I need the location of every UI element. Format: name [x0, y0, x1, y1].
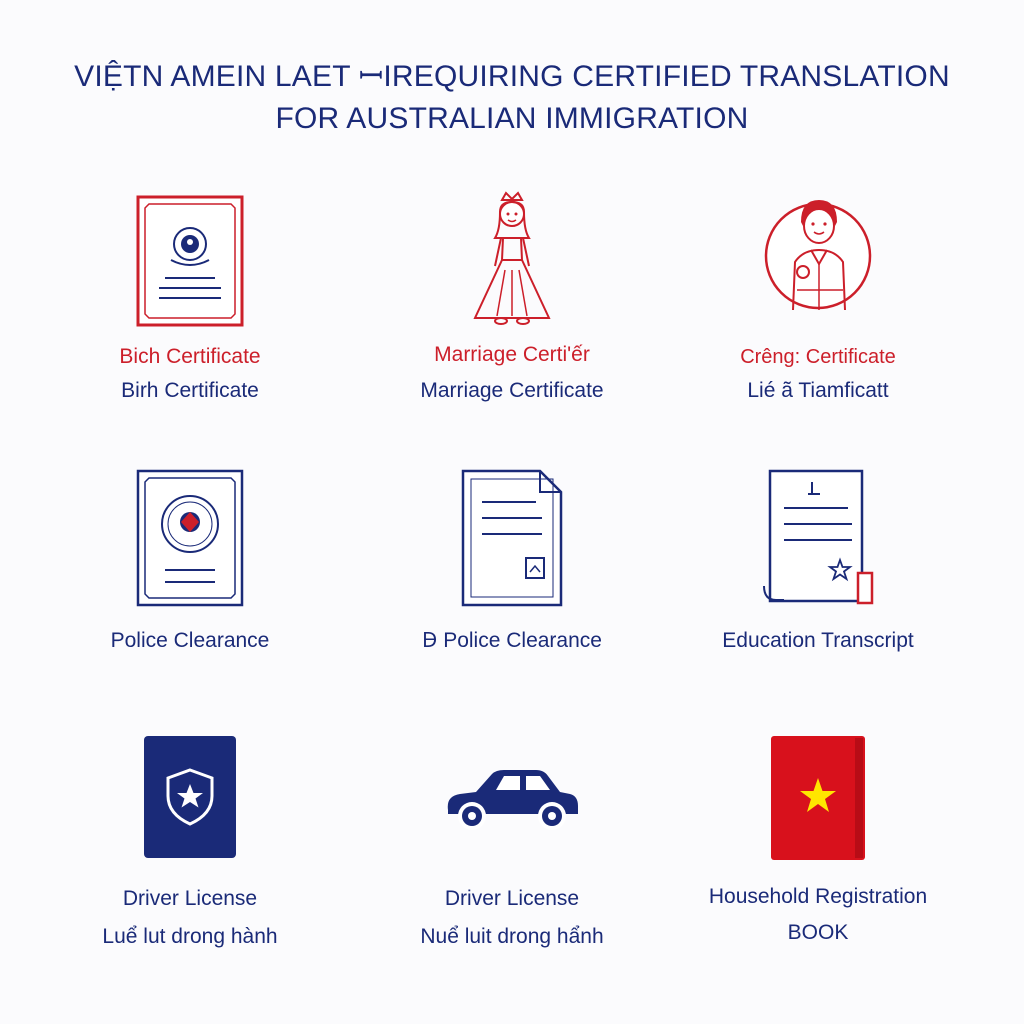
- birth-certificate-icon: [40, 194, 340, 328]
- document-label-text: Police Clearance: [443, 629, 602, 652]
- transcript-icon: [668, 468, 968, 608]
- document-label: Driver License: [444, 887, 580, 910]
- document-page-icon: [362, 468, 662, 608]
- document-label: Education Transcript: [722, 629, 914, 652]
- document-item-birth-certificate: [40, 190, 340, 420]
- document-sublabel: Luể lut drong hành: [102, 925, 278, 948]
- document-label: Marriage Certificate: [420, 379, 604, 402]
- document-item-police-clearance-2: [362, 468, 662, 668]
- document-label: [362, 628, 662, 654]
- document-item-driver-license-2: [362, 734, 662, 964]
- document-label-red: Bich Certificate: [119, 345, 261, 368]
- shield-star-card-icon: [40, 734, 340, 860]
- document-item-marriage-certificate: [362, 190, 662, 420]
- vietnam-flag-book-icon: [668, 734, 968, 862]
- page-title: [0, 56, 1024, 140]
- document-label: Police Clearance: [110, 629, 270, 652]
- document-label-red: Marriage Certi'ếr: [434, 343, 590, 366]
- bride-icon: [362, 190, 662, 328]
- police-clearance-certificate-icon: [40, 468, 340, 608]
- document-label: Driver License: [122, 887, 258, 910]
- document-item-person-certificate: [668, 190, 968, 420]
- document-item-driver-license: [40, 734, 340, 964]
- person-portrait-icon: [668, 192, 968, 326]
- title-line-2: FOR AUSTRALIAN IMMIGRATION: [275, 102, 749, 135]
- document-sublabel: BOOK: [787, 921, 849, 944]
- document-label: Lié ã Tiamficatt: [747, 379, 889, 402]
- document-label: Household Registration: [708, 885, 928, 908]
- document-item-police-clearance: [40, 468, 340, 668]
- label-prefix-glyph: Ꟈ: [422, 629, 438, 652]
- document-item-education-transcript: [668, 468, 968, 668]
- car-icon: [362, 764, 662, 834]
- title-line-1: VIỆTN AMEIN LAET ꟷIREQUIRING CERTIFIED TRANSLATION: [74, 60, 950, 93]
- document-sublabel: Nuể luit drong hẩnh: [420, 925, 604, 948]
- document-label: Birh Certificate: [121, 379, 259, 402]
- document-label-red: Crêng: Certificate: [740, 346, 896, 368]
- document-item-household-registration: [668, 734, 968, 964]
